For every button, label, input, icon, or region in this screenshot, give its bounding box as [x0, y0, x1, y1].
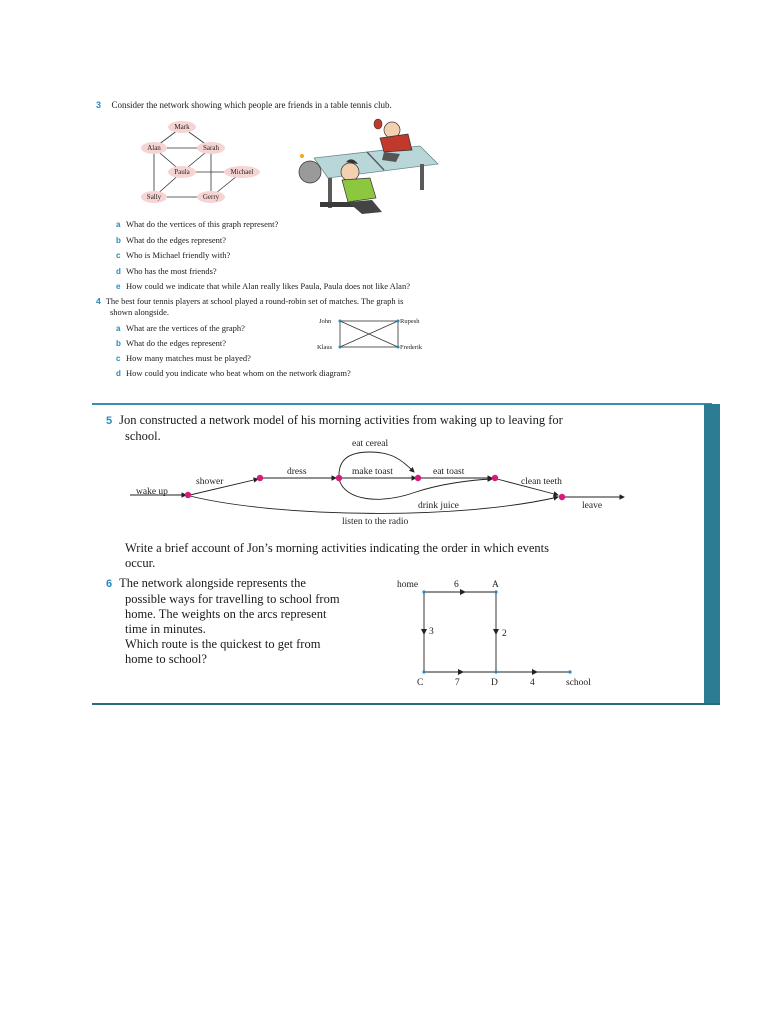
- q4-text-line2: shown alongside.: [110, 307, 170, 317]
- panel-right-bar: [704, 404, 720, 704]
- q5-follow-line2: occur.: [125, 556, 156, 570]
- panel-bottom-border: [92, 703, 720, 705]
- label-leave: leave: [582, 501, 603, 511]
- label-clean-teeth: clean teeth: [521, 477, 562, 487]
- label-shower: shower: [196, 477, 224, 487]
- label-home: home: [397, 580, 419, 590]
- q5-number: 5: [106, 415, 113, 427]
- q3-friendship-graph: [138, 118, 268, 206]
- weight-D-school: 4: [530, 678, 535, 688]
- q6-number: 6: [106, 578, 113, 590]
- panel-top-border: [92, 403, 712, 405]
- weight-A-D: 2: [502, 629, 507, 639]
- q6-line-1: The network alongside represents the: [119, 576, 306, 590]
- ping-pong-table-icon: [314, 146, 438, 208]
- weight-home-A: 6: [454, 580, 459, 590]
- q3-number: 3: [96, 100, 102, 110]
- q6-prompt: [106, 576, 376, 667]
- q3-part-c: c Who is Michael friendly with?: [116, 250, 231, 260]
- label-dress: dress: [287, 467, 307, 477]
- q5-morning-network: [120, 432, 640, 532]
- label-make-toast: make toast: [352, 467, 393, 477]
- node-frederik: Frederik: [400, 344, 423, 351]
- label-D: D: [491, 678, 498, 688]
- node-klaus: Klaus: [317, 344, 333, 351]
- cropped-header-fragment: [112, 82, 272, 88]
- node-rupesh: Rupesh: [400, 318, 420, 325]
- weight-home-C: 3: [429, 627, 434, 637]
- q4-part-b: b What do the edges represent?: [116, 338, 227, 348]
- node-gerry: Gerry: [202, 193, 220, 201]
- q6-line-4: time in minutes.: [125, 622, 206, 636]
- label-eat-cereal: eat cereal: [352, 439, 389, 449]
- node-sally: Sally: [146, 193, 162, 201]
- label-C: C: [417, 678, 424, 688]
- weight-C-D: 7: [455, 678, 460, 688]
- q4-part-a: a What are the vertices of the graph?: [116, 323, 245, 333]
- q4-round-robin-graph: [312, 312, 436, 356]
- q6-route-network: [390, 572, 610, 692]
- node-michael: Michael: [230, 168, 254, 176]
- label-school: school: [566, 678, 591, 688]
- label-eat-toast: eat toast: [433, 467, 465, 477]
- q4-part-d: d How could you indicate who beat whom on the network diagram?: [116, 368, 351, 378]
- node-sarah: Sarah: [203, 144, 219, 152]
- label-listen-radio: listen to the radio: [342, 517, 409, 527]
- node-john: John: [319, 318, 332, 325]
- q6-line-5: Which route is the quickest to get from: [125, 637, 321, 651]
- node-alan: Alan: [147, 144, 161, 152]
- q3-part-d: d Who has the most friends?: [116, 265, 217, 276]
- q3-prompt: [96, 99, 516, 111]
- q4-part-c: c How many matches must be played?: [116, 353, 251, 363]
- q3-part-e: e How could we indicate that while Alan really likes Paula, Paula does not like Alan?: [116, 281, 410, 291]
- q5-text-line1: Jon constructed a network model of his morning activities from waking up to leaving for: [119, 413, 563, 427]
- q5-follow-line1: Write a brief account of Jon’s morning activities indicating the order in which events: [125, 541, 550, 555]
- q6-line-6: home to school?: [125, 652, 207, 666]
- q5-text-line2: school.: [125, 429, 161, 443]
- q4-text-line1: The best four tennis players at school played a round-robin set of matches. The graph is: [105, 296, 404, 306]
- q6-line-3: home. The weights on the arcs represent: [125, 607, 327, 621]
- label-A: A: [492, 580, 499, 590]
- q6-line-2: possible ways for travelling to school from: [125, 592, 340, 606]
- table-tennis-illustration: [292, 116, 440, 216]
- q5-follow-up: [125, 541, 645, 571]
- label-drink-juice: drink juice: [418, 501, 459, 511]
- q4-number: 4: [96, 296, 101, 306]
- q3-part-a: a What do the vertices of this graph represent?: [116, 219, 279, 229]
- node-mark: Mark: [174, 123, 190, 131]
- node-paula: Paula: [174, 168, 190, 176]
- q3-text: Consider the network showing which people are friends in a table tennis club.: [111, 100, 392, 110]
- q3-parts: [116, 217, 476, 295]
- label-wake-up: wake up: [136, 487, 168, 497]
- q3-part-b: b What do the edges represent?: [116, 234, 227, 245]
